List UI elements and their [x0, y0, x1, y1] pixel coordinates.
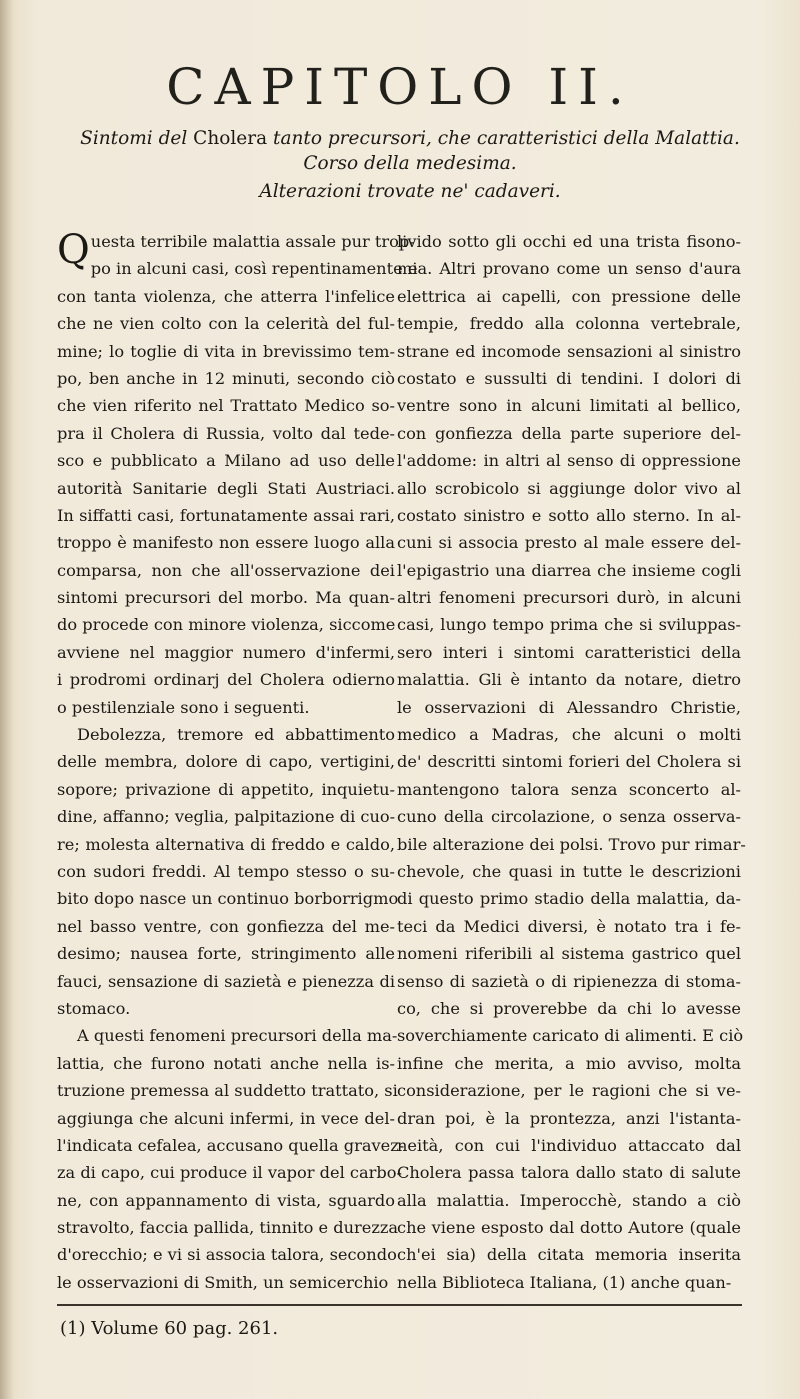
text-line: costato e sussulti di tendini. I dolori di	[397, 368, 741, 388]
text-line: truzione premessa al suddetto trattato, si	[57, 1081, 398, 1101]
text-line: do procede con minore violenza, siccome	[57, 615, 396, 635]
left-column	[57, 227, 418, 1296]
text-line: cuno della circolazione, o senza osserva-	[397, 807, 741, 827]
text-line: ventre sono in alcuni limitati al bellico,	[397, 396, 741, 416]
text-line: elettrica ai capelli, con pressione delle	[397, 286, 741, 306]
text-line: considerazione, per le ragioni che si ve-	[397, 1081, 741, 1101]
text-line: fauci, sensazione di sazietà e pienezza di	[57, 971, 395, 991]
text-line: i prodromi ordinarj del Cholera odierno	[57, 670, 395, 690]
text-line: con sudori freddi. Al tempo stesso o su-	[57, 861, 395, 881]
text-line: sintomi precursori del morbo. Ma quan-	[57, 588, 395, 608]
text-line: stravolto, faccia pallida, tinnito e durezza	[57, 1218, 399, 1238]
text-line: uesta terribile malattia assale pur trop-	[90, 232, 415, 251]
text-line: desimo; nausea forte, stringimento alle	[57, 944, 395, 964]
text-line: teci da Medici diversi, è notato tra i fe-	[397, 916, 741, 936]
text-line: mantengono talora senza sconcerto al-	[397, 779, 741, 799]
text-line: che ne vien colto con la celerità del ful-	[57, 314, 395, 334]
text-line: di questo primo stadio della malattia, da-	[397, 889, 741, 909]
text-line: mine; lo toglie di vita in brevissimo tem-	[57, 341, 395, 361]
subtitle-line-1-a: Sintomi del	[80, 128, 194, 149]
text-line: d'orecchio; e vi si associa talora, secondo	[57, 1245, 397, 1265]
text-line: po in alcuni casi, così repentinamente e	[90, 259, 418, 279]
text-line: l'indicata cefalea, accusano quella gravez-	[57, 1135, 405, 1155]
text-line: ch'ei sia) della citata memoria inserita	[397, 1245, 741, 1265]
subtitle-line-1-c: tanto precursori, che caratteristici della Malattia.	[267, 128, 740, 149]
text-line: tempie, freddo alla colonna vertebrale,	[397, 314, 741, 334]
text-line: sco e pubblicato a Milano ad uso delle	[57, 451, 395, 471]
text-line: pra il Cholera di Russia, volto dal tede-	[57, 423, 395, 443]
binding-edge	[0, 0, 14, 1399]
footnote: (1) Volume 60 pag. 261.	[60, 1318, 279, 1339]
text-line: bito dopo nasce un continuo borborrigmo	[57, 889, 399, 909]
text-line: autorità Sanitarie degli Stati Austriaci.	[57, 478, 395, 498]
text-line: medico a Madras, che alcuni o molti	[397, 725, 741, 745]
chapter-title: CAPITOLO II.	[166, 58, 634, 116]
text-line: aggiunga che alcuni infermi, in vece del-	[57, 1108, 395, 1128]
text-line: de' descritti sintomi forieri del Cholera si	[397, 752, 741, 772]
text-line: nella Biblioteca Italiana, (1) anche quan-	[397, 1272, 732, 1292]
subtitle-line-3: Alterazioni trovate ne' cadaveri.	[259, 181, 561, 202]
text-line: avviene nel maggior numero d'infermi,	[57, 642, 395, 662]
footnote-rule	[57, 1304, 742, 1306]
text-line: za di capo, cui produce il vapor del carbo-	[57, 1163, 402, 1183]
text-line: re; molesta alternativa di freddo e caldo,	[57, 834, 395, 854]
text-line: che viene esposto dal dotto Autore (quale	[397, 1218, 741, 1238]
text-line: strane ed incomode sensazioni al sinistro	[397, 341, 741, 361]
text-line: con gonfiezza della parte superiore del-	[397, 423, 741, 443]
text-line: po, ben anche in 12 minuti, secondo ciò	[57, 368, 395, 388]
text-line: livido sotto gli occhi ed una trista fisono-	[397, 232, 741, 251]
text-line: stomaco.	[57, 998, 131, 1018]
text-line: dine, affanno; veglia, palpitazione di cuo-	[57, 807, 396, 827]
subtitle-line-1-b: Cholera	[193, 128, 268, 149]
text-line: A questi fenomeni precursori della ma-	[77, 1026, 398, 1046]
text-line: Cholera passa talora dallo stato di salute	[397, 1163, 741, 1183]
text-line: delle membra, dolore di capo, vertigini,	[57, 752, 395, 772]
text-line: alla malattia. Imperocchè, stando a ciò	[397, 1190, 741, 1210]
text-line: lattia, che furono notati anche nella is-	[57, 1053, 395, 1073]
text-line: neità, con cui l'individuo attaccato dal	[397, 1135, 741, 1155]
text-line: nel basso ventre, con gonfiezza del me-	[57, 916, 395, 936]
text-line: le osservazioni di Alessandro Christie,	[397, 697, 741, 717]
text-line: costato sinistro e sotto allo sterno. In al-	[397, 505, 741, 525]
text-line: cuni si associa presto al male essere del-	[397, 533, 741, 553]
text-line: mia. Altri provano come un senso d'aura	[397, 259, 741, 279]
text-line: allo scrobicolo si aggiunge dolor vivo al	[397, 478, 741, 498]
text-line: altri fenomeni precursori durò, in alcuni	[397, 588, 741, 608]
text-line: con tanta violenza, che atterra l'infelice	[57, 286, 395, 306]
text-line: l'addome: in altri al senso di oppressione	[397, 451, 741, 471]
text-line: malattia. Gli è intanto da notare, dietro	[397, 670, 741, 690]
text-line: dran poi, è la prontezza, anzi l'istanta-	[397, 1108, 741, 1128]
text-line: co, che si proverebbe da chi lo avesse	[397, 998, 741, 1018]
text-line: sopore; privazione di appetito, inquietu-	[57, 779, 395, 799]
text-line: soverchiamente caricato di alimenti. E ciò	[397, 1026, 744, 1046]
right-column	[397, 228, 746, 1296]
text-line: troppo è manifesto non essere luogo alla	[57, 533, 395, 553]
subtitle-line-2: Corso della medesima.	[303, 153, 517, 174]
text-line: bile alterazione dei polsi. Trovo pur rimar-	[397, 834, 746, 854]
text-line: che vien riferito nel Trattato Medico so-	[57, 396, 395, 416]
text-line: nomeni riferibili al sistema gastrico quel	[397, 944, 741, 964]
text-line: sero interi i sintomi caratteristici della	[397, 642, 741, 662]
text-line: l'epigastrio una diarrea che insieme cogli	[397, 560, 741, 580]
drop-cap: Q	[57, 227, 90, 273]
text-line: casi, lungo tempo prima che si sviluppas-	[397, 615, 741, 635]
text-line: chevole, che quasi in tutte le descrizioni	[397, 861, 741, 881]
text-line: comparsa, non che all'osservazione dei	[57, 560, 395, 580]
text-line: ne, con appannamento di vista, sguardo	[57, 1190, 395, 1210]
subtitle-line-1	[80, 128, 740, 150]
text-line: Debolezza, tremore ed abbattimento	[77, 725, 395, 745]
text-line: infine che merita, a mio avviso, molta	[397, 1053, 741, 1073]
text-line: senso di sazietà o di ripienezza di stoma-	[397, 971, 741, 991]
text-line: In siffatti casi, fortunatamente assai rari,	[57, 505, 395, 525]
text-line: o pestilenziale sono i seguenti.	[57, 697, 310, 717]
text-line: le osservazioni di Smith, un semicerchio	[57, 1272, 389, 1292]
